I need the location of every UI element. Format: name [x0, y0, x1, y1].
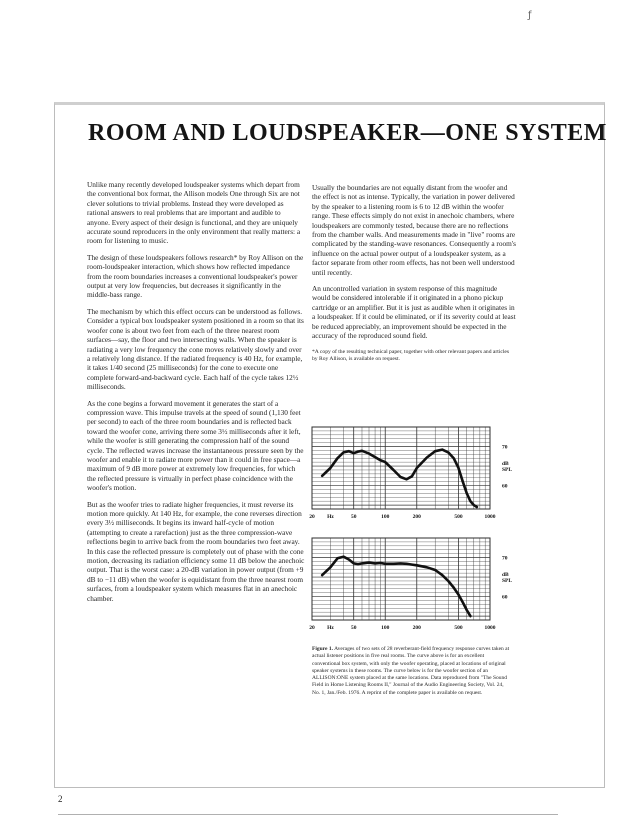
chart-svg	[308, 536, 530, 640]
frequency-chart-upper	[308, 425, 530, 529]
y-axis-label: 60	[502, 594, 508, 601]
caption-text: Averages of two sets of 28 reverberant-field frequency response curves taken at actual listener positions in five real rooms. The curve above is for an excellent conventional box system, with only the woofer operating, placed at locations of original speaker systems in these rooms. The curve below is for the woofer section of an ALLISON:ONE system placed at the same locations. Data reproduced from "The Sound Field in Home Listening Rooms II," Journal of the Audio Engineering Society, Vol. 24, No. 1, Jan./Feb. 1976. A reprint of the complete paper is available on request.	[312, 646, 510, 696]
x-tick-label: 20	[309, 514, 315, 520]
paragraph: An uncontrolled variation in system response of this magnitude would be considered intolerable if it originated in a phono pickup cartridge or an amplifier. But it is just as audible when it originates in a loudspeaker. If it could be eliminated, or if its severity could at least be reduced appreciably, an improvement should be expected in the accuracy of the reproduced sound field.	[312, 284, 516, 341]
plot-area	[312, 427, 490, 509]
x-tick-label: 200	[412, 514, 421, 520]
x-tick-label: Hz	[327, 625, 334, 631]
x-tick-label: 200	[412, 625, 421, 631]
x-tick-label: 1000	[484, 514, 496, 520]
x-tick-label: 50	[350, 625, 357, 631]
x-tick-label: 20	[309, 625, 315, 631]
footer-rule	[58, 814, 558, 815]
x-tick-label: 50	[350, 514, 357, 520]
paragraph: The mechanism by which this effect occurs can be understood as follows. Consider a typical box loudspeaker system positioned in a room so that its woofer cone is about two feet from each of the three nearest room surfaces—say, the floor and two intersecting walls. When the speaker is radiating a very low frequency the cone moves relatively slowly and over a relatively long distance. If the radiated frequency is 40 Hz, for example, it takes 1/40 second (25 milliseconds) for the cone to execute one complete forward-and-backward cycle. Each half of the cycle takes 12½ milliseconds.	[87, 306, 304, 392]
x-tick-label: 500	[454, 514, 463, 520]
y-axis-label: 70	[502, 555, 508, 562]
footnote: *A copy of the resulting technical paper, together with other relevant papers and articles by Roy Allison, is available on request.	[312, 348, 510, 362]
y-axis-label: 60	[502, 483, 508, 490]
chart-svg	[308, 425, 530, 529]
paragraph: As the cone begins a forward movement it generates the start of a compression wave. This impulse travels at the speed of sound (1,130 feet per second) to each of the three room boundaries and is reflected back toward the woofer cone, arriving there some 3½ milliseconds after it left, while the woofer is still generating the compression half of the sound cycle. The reflected waves increase the instantaneous pressure seen by the woofer and enable it to radiate more power than it could in free space—a maximum of 9 dB more power at extremely low frequencies, for which the reflected pressure is virtually in perfect phase coincidence with the woofer's motion.	[87, 398, 304, 493]
paragraph: Unlike many recently developed loudspeaker systems which depart from the conventional box format, the Allison models One through Six are not clever solutions to trivial problems. Instead they were developed as rational answers to real problems that are important and audible to anyone. Every aspect of their design is functional, and they are uniquely accurate sound reproducers in the only environment that really matters: a room for listening to music.	[87, 180, 301, 246]
paragraph: Usually the boundaries are not equally distant from the woofer and the effect is not as intense. Typically, the variation in power delivered by the speaker to a listening room is 6 to 12 dB within the woofer range. These effects simply do not exist in anechoic chambers, where loudspeakers are commonly tested, because there are no reflections from the chamber walls. And measurements made in "live" rooms are complicated by the standing-wave resonances. Consequently a room's influence on the actual power output of a loudspeaker system, as a factor separate from other room effects, has not been well understood until recently.	[312, 183, 516, 277]
x-tick-label: 500	[454, 625, 463, 631]
x-tick-label: 100	[381, 625, 390, 631]
frequency-chart-lower	[308, 536, 530, 640]
x-tick-label: 1000	[484, 625, 496, 631]
x-tick-label: 100	[381, 514, 390, 520]
figure-caption	[312, 646, 512, 697]
paragraph: But as the woofer tries to radiate higher frequencies, it must reverse its motion more quickly. At 140 Hz, for example, the cone reverses direction every 3½ milliseconds. It begins its inward half-cycle of motion (attempting to create a rarefaction) just as the three compression-wave reflections begin to arrive back from the room boundaries two feet away. In this case the reflected pressure is completely out of phase with the cone motion, decreasing its radiation efficiency some 11 dB below the anechoic output. That is the worst case: a 20-dB variation in power output (from +9 dB to −11 dB) when the woofer is equidistant from the three nearest room surfaces, from a loudspeaker system which measures flat in an anechoic chamber.	[87, 499, 305, 603]
article-title: ROOM AND LOUDSPEAKER—ONE SYSTEM	[88, 120, 607, 146]
right-column	[312, 183, 517, 363]
paragraph: The design of these loudspeakers follows research* by Roy Allison on the room-loudspeaker interaction, which shows how reflected impedance from the room boundaries increases a conventional loudspeaker's power output at very low frequencies, but decreases it significantly in the middle-bass range.	[87, 252, 304, 300]
scan-mark: ƒ	[528, 10, 532, 21]
x-tick-label: Hz	[327, 514, 334, 520]
y-axis-label: 70	[502, 444, 508, 451]
y-axis-label: dB	[502, 460, 509, 467]
y-axis-label: dB	[502, 571, 509, 578]
plot-area	[312, 538, 490, 620]
y-axis-label: SPL	[502, 467, 513, 474]
caption-label: Figure 1.	[312, 646, 333, 652]
y-axis-label: SPL	[502, 578, 513, 585]
page-number: 2	[58, 794, 63, 804]
left-column	[87, 180, 305, 610]
